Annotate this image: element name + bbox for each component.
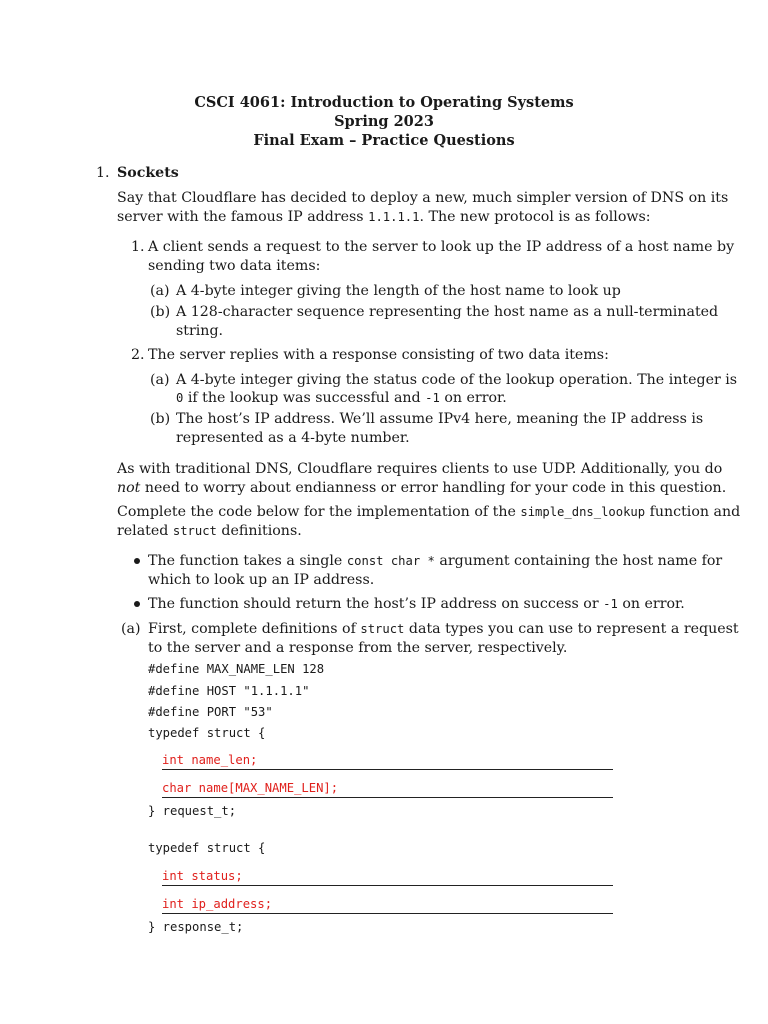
- code-define-max-name-len: #define MAX_NAME_LEN 128: [148, 662, 325, 676]
- code-define-port: #define PORT "53": [148, 705, 273, 719]
- bullet-1-line-2: which to look up an IP address.: [148, 572, 375, 588]
- step-1-line-1: A client sends a request to the server to look up the IP address of a host name by: [148, 239, 735, 255]
- step-2-line-1: The server replies with a response consisting of two data items:: [148, 347, 609, 363]
- step-2b-line-2: represented as a 4-byte number.: [176, 430, 410, 446]
- answer-blank-status: int status;: [162, 867, 613, 886]
- exam-title: Final Exam – Practice Questions: [253, 132, 515, 149]
- complete-line-1: Complete the code below for the implementation of the simple_dns_lookup function and: [117, 504, 741, 520]
- course-title: CSCI 4061: Introduction to Operating Systems: [194, 94, 574, 111]
- answer-blank-name-len: int name_len;: [162, 751, 613, 770]
- bullet-1-line-1: The function takes a single const char * argument containing the host name for: [148, 553, 723, 569]
- step-1b-label: (b): [150, 304, 171, 320]
- intro-line-1: Say that Cloudflare has decided to deploy a new, much simpler version of DNS on its: [117, 190, 729, 206]
- udp-line-1: As with traditional DNS, Cloudflare requires clients to use UDP. Additionally, you do: [117, 461, 723, 477]
- intro-line-2: server with the famous IP address 1.1.1.1. The new protocol is as follows:: [117, 209, 651, 225]
- step-2a-line-1: A 4-byte integer giving the status code of the lookup operation. The integer is: [176, 372, 738, 388]
- bullet-icon: [134, 558, 140, 564]
- code-define-host: #define HOST "1.1.1.1": [148, 684, 310, 698]
- question-title: Sockets: [117, 165, 179, 181]
- step-2a-line-2: 0 if the lookup was successful and -1 on error.: [176, 390, 507, 406]
- term: Spring 2023: [334, 113, 434, 130]
- step-1a-text: A 4-byte integer giving the length of the host name to look up: [176, 283, 621, 299]
- step-2b-line-1: The host’s IP address. We’ll assume IPv4 here, meaning the IP address is: [176, 411, 704, 427]
- code-close-response: } response_t;: [148, 920, 244, 934]
- udp-line-2: not need to worry about endianness or error handling for your code in this question.: [117, 480, 727, 496]
- code-typedef-response: typedef struct {: [148, 841, 266, 855]
- step-2a-label: (a): [150, 372, 170, 388]
- question-number: 1.: [96, 165, 110, 181]
- step-1-line-2: sending two data items:: [148, 258, 321, 274]
- step-2b-label: (b): [150, 411, 171, 427]
- complete-line-2: related struct definitions.: [117, 523, 302, 539]
- step-2-number: 2.: [131, 347, 145, 363]
- bullet-icon: [134, 601, 140, 607]
- part-a-line-2: to the server and a response from the server, respectively.: [148, 640, 568, 656]
- answer-blank-ip-address: int ip_address;: [162, 895, 613, 914]
- answer-blank-name: char name[MAX_NAME_LEN];: [162, 779, 613, 798]
- step-1b-line-1: A 128-character sequence representing the host name as a null-terminated: [176, 304, 719, 320]
- step-1-number: 1.: [131, 239, 145, 255]
- bullet-2-text: The function should return the host’s IP address on success or -1 on error.: [148, 596, 685, 612]
- part-a-label: (a): [121, 621, 141, 637]
- code-typedef-request: typedef struct {: [148, 726, 266, 740]
- code-close-request: } request_t;: [148, 804, 237, 818]
- part-a-line-1: First, complete definitions of struct data types you can use to represent a request: [148, 621, 739, 637]
- step-1a-label: (a): [150, 283, 170, 299]
- step-1b-line-2: string.: [176, 323, 224, 339]
